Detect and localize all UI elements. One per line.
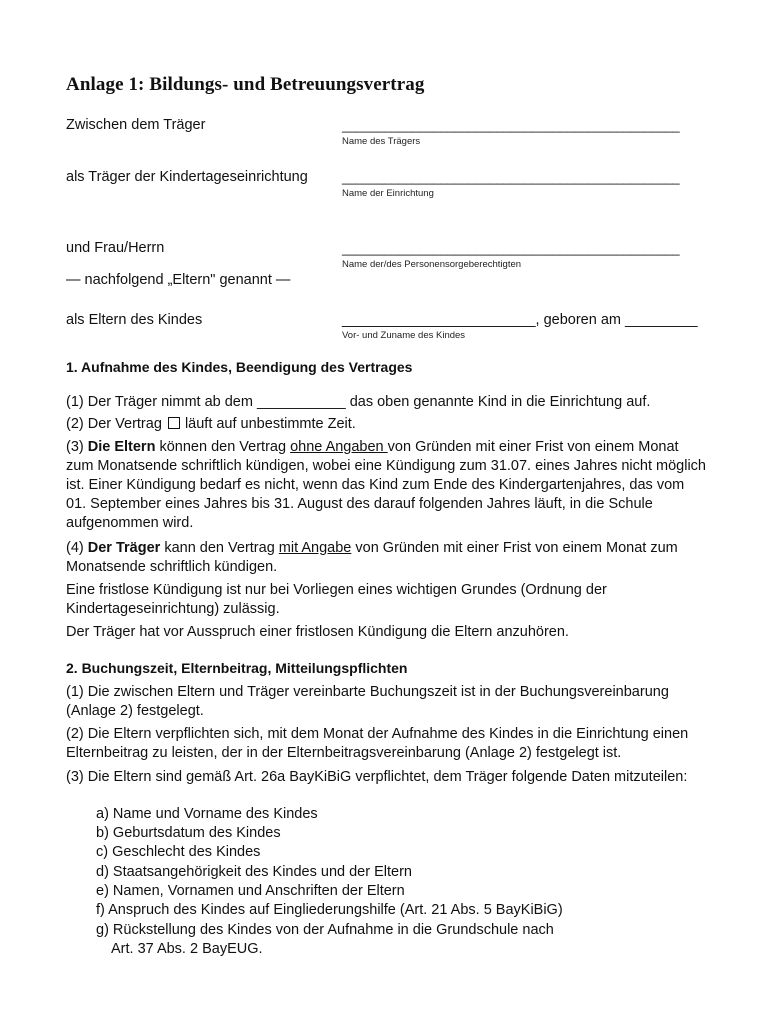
p3-text-c: von Gründen mit einer Frist von einem Monat zum Monatsende schriftlich kündigen, wobei eine Kündigung zum 31.07. eines Jahres nicht möglich ist. Einer Kündigung bedarf es nicht, wenn das Kind zum Ende des Kindergartenjahres, das vom 01. September eines Jahres bis 31. August des darauf folgenden Jahres läuft, in die Schule aufgenommen wird. [66, 439, 706, 531]
section1-p6: Der Träger hat vor Ausspruch einer fristlosen Kündigung die Eltern anzuhören. [66, 624, 569, 640]
list-item: f) Anspruch des Kindes auf Eingliederungshilfe (Art. 21 Abs. 5 BayKiBiG) [96, 902, 563, 918]
p4-bold: Der Träger [87, 540, 161, 556]
list-item: c) Geschlecht des Kindes [96, 844, 261, 860]
section1-p2-text-b: läuft auf unbestimmte Zeit. [184, 416, 356, 432]
einrichtung-name-field[interactable]: ________________________________________________ [342, 170, 680, 185]
p3-text-b: können den Vertrag [155, 439, 291, 455]
traeger-name-field[interactable]: ________________________________________________ [342, 118, 680, 133]
kind-caption: Vor- und Zuname des Kindes [342, 330, 466, 341]
eltern-label: und Frau/Herrn [66, 240, 165, 256]
section2-p3: (3) Die Eltern sind gemäß Art. 26a BayKiBiG verpflichtet, dem Träger folgende Daten mitzuteilen: [66, 769, 688, 785]
traeger-label: Zwischen dem Träger [66, 117, 206, 133]
list-item: g) Rückstellung des Kindes von der Aufnahme in die Grundschule nach [96, 922, 554, 938]
p3-bold: Die Eltern [87, 439, 156, 455]
p4-prefix: (4) [66, 540, 88, 556]
unbefristet-checkbox[interactable] [168, 417, 180, 429]
p3-prefix: (3) [66, 439, 88, 455]
p4-text-b: kann den Vertrag [160, 540, 279, 556]
section1-p4 [66, 539, 706, 577]
eltern-caption: Name der/des Personensorgeberechtigten [342, 259, 522, 270]
list-item: a) Name und Vorname des Kindes [96, 806, 318, 822]
einrichtung-label: als Träger der Kindertageseinrichtung [66, 169, 308, 185]
section1-p2 [66, 415, 706, 434]
section1-p3 [66, 438, 706, 533]
list-item-continuation: Art. 37 Abs. 2 BayEUG. [111, 941, 263, 957]
p4-underline: mit Angabe [278, 540, 352, 556]
list-item: d) Staatsangehörigkeit des Kindes und der Eltern [96, 864, 412, 880]
section2-heading: 2. Buchungszeit, Elternbeitrag, Mitteilungspflichten [66, 660, 408, 676]
list-item: e) Namen, Vornamen und Anschriften der Eltern [96, 883, 405, 899]
eltern-name-field[interactable]: ________________________________________________ [342, 241, 680, 256]
section2-p1: (1) Die zwischen Eltern und Träger vereinbarte Buchungszeit ist in der Buchungsvereinbarung (Anlage 2) festgelegt. [66, 684, 669, 719]
section1-heading: 1. Aufnahme des Kindes, Beendigung des Vertrages [66, 359, 413, 375]
traeger-caption: Name des Trägers [342, 136, 421, 147]
eltern-note: — nachfolgend „Eltern" genannt — [66, 272, 291, 288]
document-title: Anlage 1: Bildungs- und Betreuungsvertrag [66, 74, 425, 95]
p4-text-c: von Gründen mit einer Frist von einem Monat zum Monatsende schriftlich kündigen. [66, 540, 678, 575]
kind-label: als Eltern des Kindes [66, 312, 203, 328]
section1-p5: Eine fristlose Kündigung ist nur bei Vorliegen eines wichtigen Grundes (Ordnung der Kindertageseinrichtung) zulässig. [66, 582, 607, 617]
p3-underline: ohne Angaben [290, 439, 388, 455]
einrichtung-caption: Name der Einrichtung [342, 188, 434, 199]
section1-p1: (1) Der Träger nimmt ab dem ___________ das oben genannte Kind in die Einrichtung auf. [66, 394, 651, 410]
kind-name-birthdate-field[interactable]: ________________________, geboren am _________ [342, 312, 698, 328]
list-item: b) Geburtsdatum des Kindes [96, 825, 281, 841]
section2-p2: (2) Die Eltern verpflichten sich, mit dem Monat der Aufnahme des Kindes in die Einrichtung einen Elternbeitrag zu leisten, der in der Elternbeitragsvereinbarung (Anlage 2) festgelegt ist. [66, 726, 689, 761]
section1-p2-text-a: (2) Der Vertrag [66, 416, 162, 432]
